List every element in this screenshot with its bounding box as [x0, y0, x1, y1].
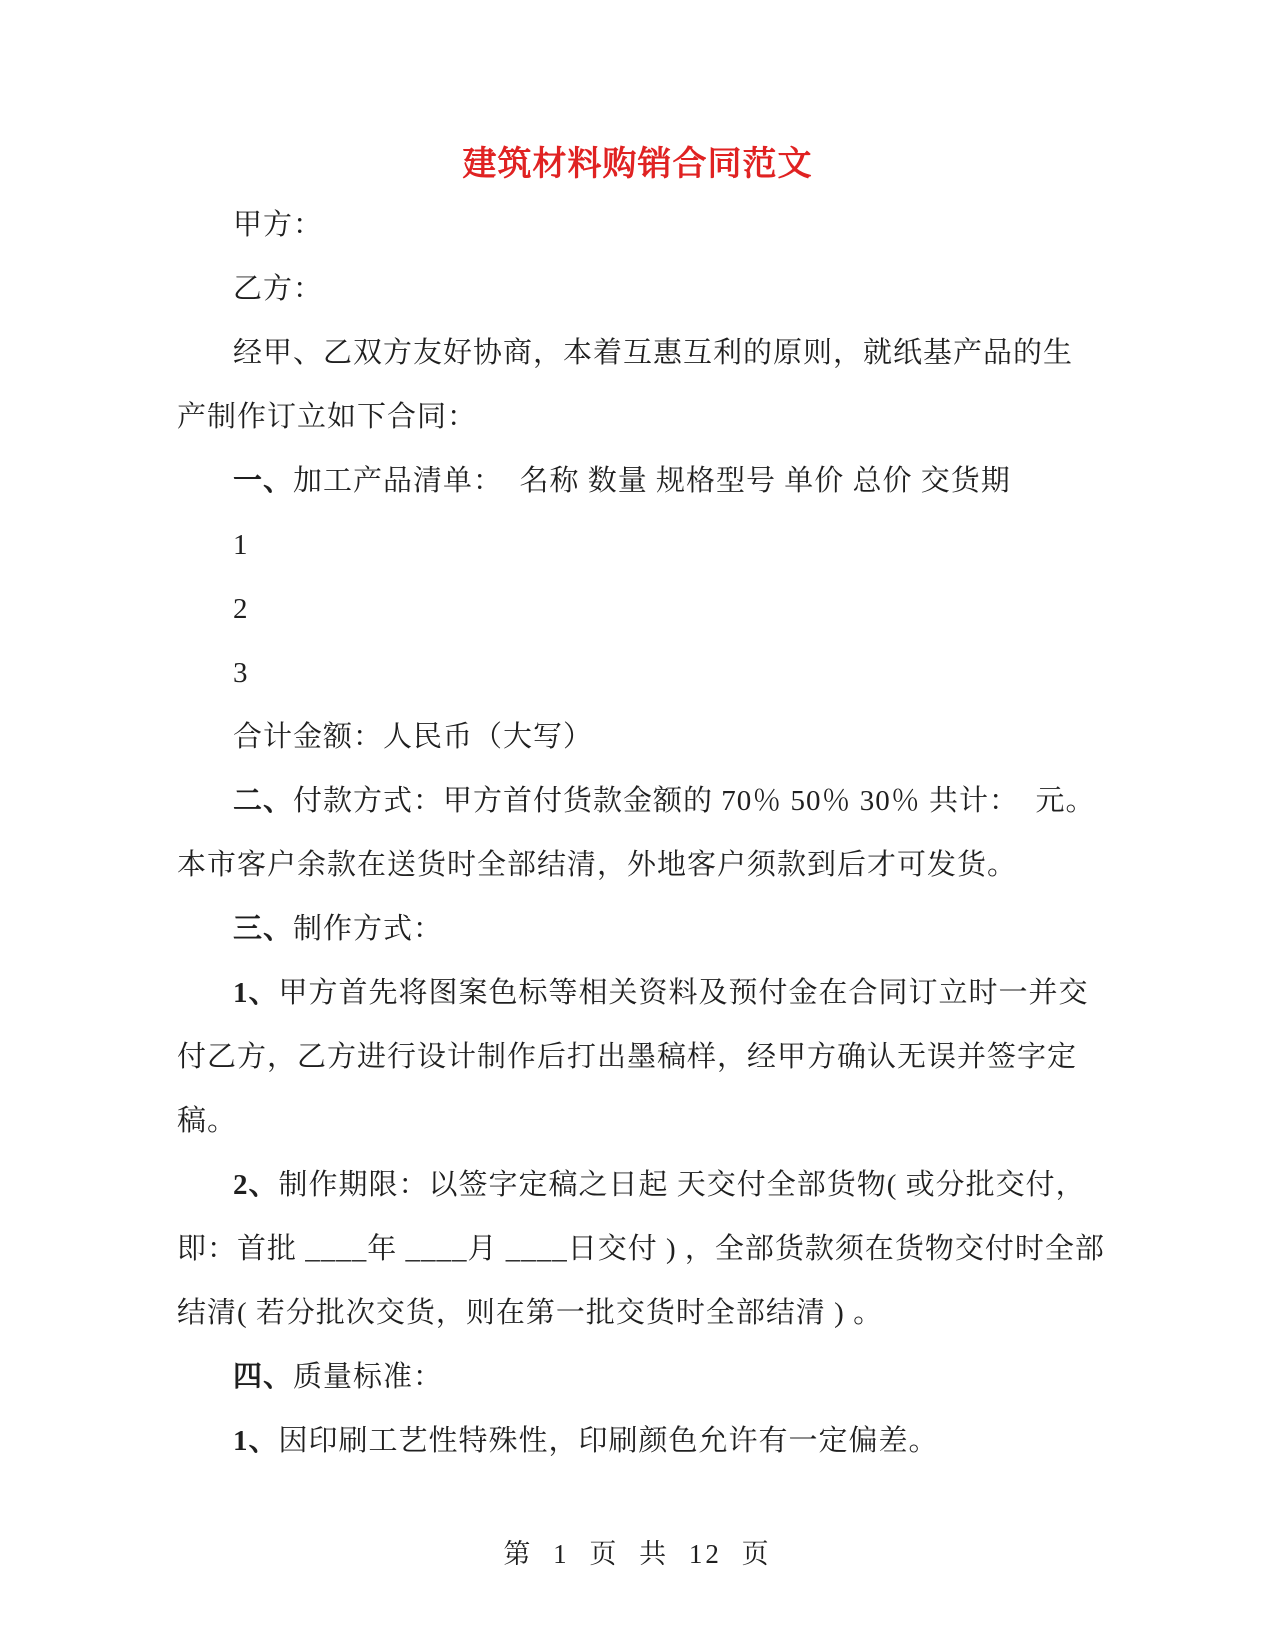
text-line-18 — [177, 1281, 1077, 1345]
text-line-1 — [177, 193, 1077, 257]
line-text: 产制作订立如下合同： — [177, 401, 478, 433]
text-line-6 — [177, 513, 1077, 577]
text-line-4 — [177, 385, 1077, 449]
text-line-10 — [177, 769, 1096, 833]
line-text: 1 — [233, 529, 249, 561]
line-text: 稿。 — [177, 1105, 238, 1137]
text-line-13 — [177, 961, 1089, 1025]
text-line-20 — [177, 1409, 1077, 1473]
text-line-15 — [177, 1089, 1077, 1153]
line-text: 制作期限：以签字定稿之日起 天交付全部货物( 或分批交付， — [278, 1169, 1086, 1201]
text-line-12 — [177, 897, 1077, 961]
text-line-2 — [177, 257, 1077, 321]
list-marker: 四、 — [233, 1361, 294, 1393]
text-line-11 — [177, 833, 1077, 897]
text-line-16 — [177, 1153, 1086, 1217]
page-number-footer: 第 1 页 共 12 页 — [503, 1539, 772, 1569]
line-text: 结清( 若分批次交货，则在第一批交货时全部结清 ) 。 — [177, 1297, 884, 1329]
text-line-3 — [177, 321, 1077, 385]
list-marker: 三、 — [233, 913, 294, 945]
list-marker: 二、 — [233, 785, 294, 817]
text-line-5 — [177, 449, 1077, 513]
text-line-9 — [177, 705, 1077, 769]
line-text: 本市客户余款在送货时全部结清，外地客户须款到后才可发货。 — [177, 849, 1018, 881]
line-text: 付乙方，乙方进行设计制作后打出墨稿样，经甲方确认无误并签字定 — [177, 1041, 1078, 1073]
text-line-8 — [177, 641, 1077, 705]
line-text: 因印刷工艺性特殊性，印刷颜色允许有一定偏差。 — [278, 1425, 939, 1457]
text-line-14 — [177, 1025, 1077, 1089]
list-marker: 一、 — [233, 465, 294, 497]
document-body — [177, 193, 1105, 1473]
line-text: 甲方： — [233, 209, 324, 241]
line-text: 制作方式： — [293, 913, 444, 945]
text-line-7 — [177, 577, 1077, 641]
line-text: 2 — [233, 593, 249, 625]
document-title: 建筑材料购销合同范文 — [462, 146, 813, 183]
line-text: 乙方： — [233, 273, 324, 305]
list-marker: 1、 — [233, 1425, 279, 1457]
list-marker: 1、 — [233, 977, 279, 1009]
line-text: 合计金额：人民币（大写） — [233, 721, 594, 753]
line-text: 即：首批 ____年 ____月 ____日交付 ) ，全部货款须在货物交付时全部 — [177, 1233, 1105, 1265]
line-text: 加工产品清单： 名称 数量 规格型号 单价 总价 交货期 — [293, 465, 1011, 497]
line-text: 付款方式：甲方首付货款金额的 70％ 50％ 30％ 共计： 元。 — [293, 785, 1096, 817]
line-text: 3 — [233, 657, 249, 689]
line-text: 经甲、乙双方友好协商，本着互惠互利的原则，就纸基产品的生 — [233, 337, 1074, 369]
line-text: 质量标准： — [293, 1361, 444, 1393]
line-text: 甲方首先将图案色标等相关资料及预付金在合同订立时一并交 — [278, 977, 1089, 1009]
text-line-19 — [177, 1345, 1077, 1409]
text-line-17 — [177, 1217, 1105, 1281]
list-marker: 2、 — [233, 1169, 279, 1201]
